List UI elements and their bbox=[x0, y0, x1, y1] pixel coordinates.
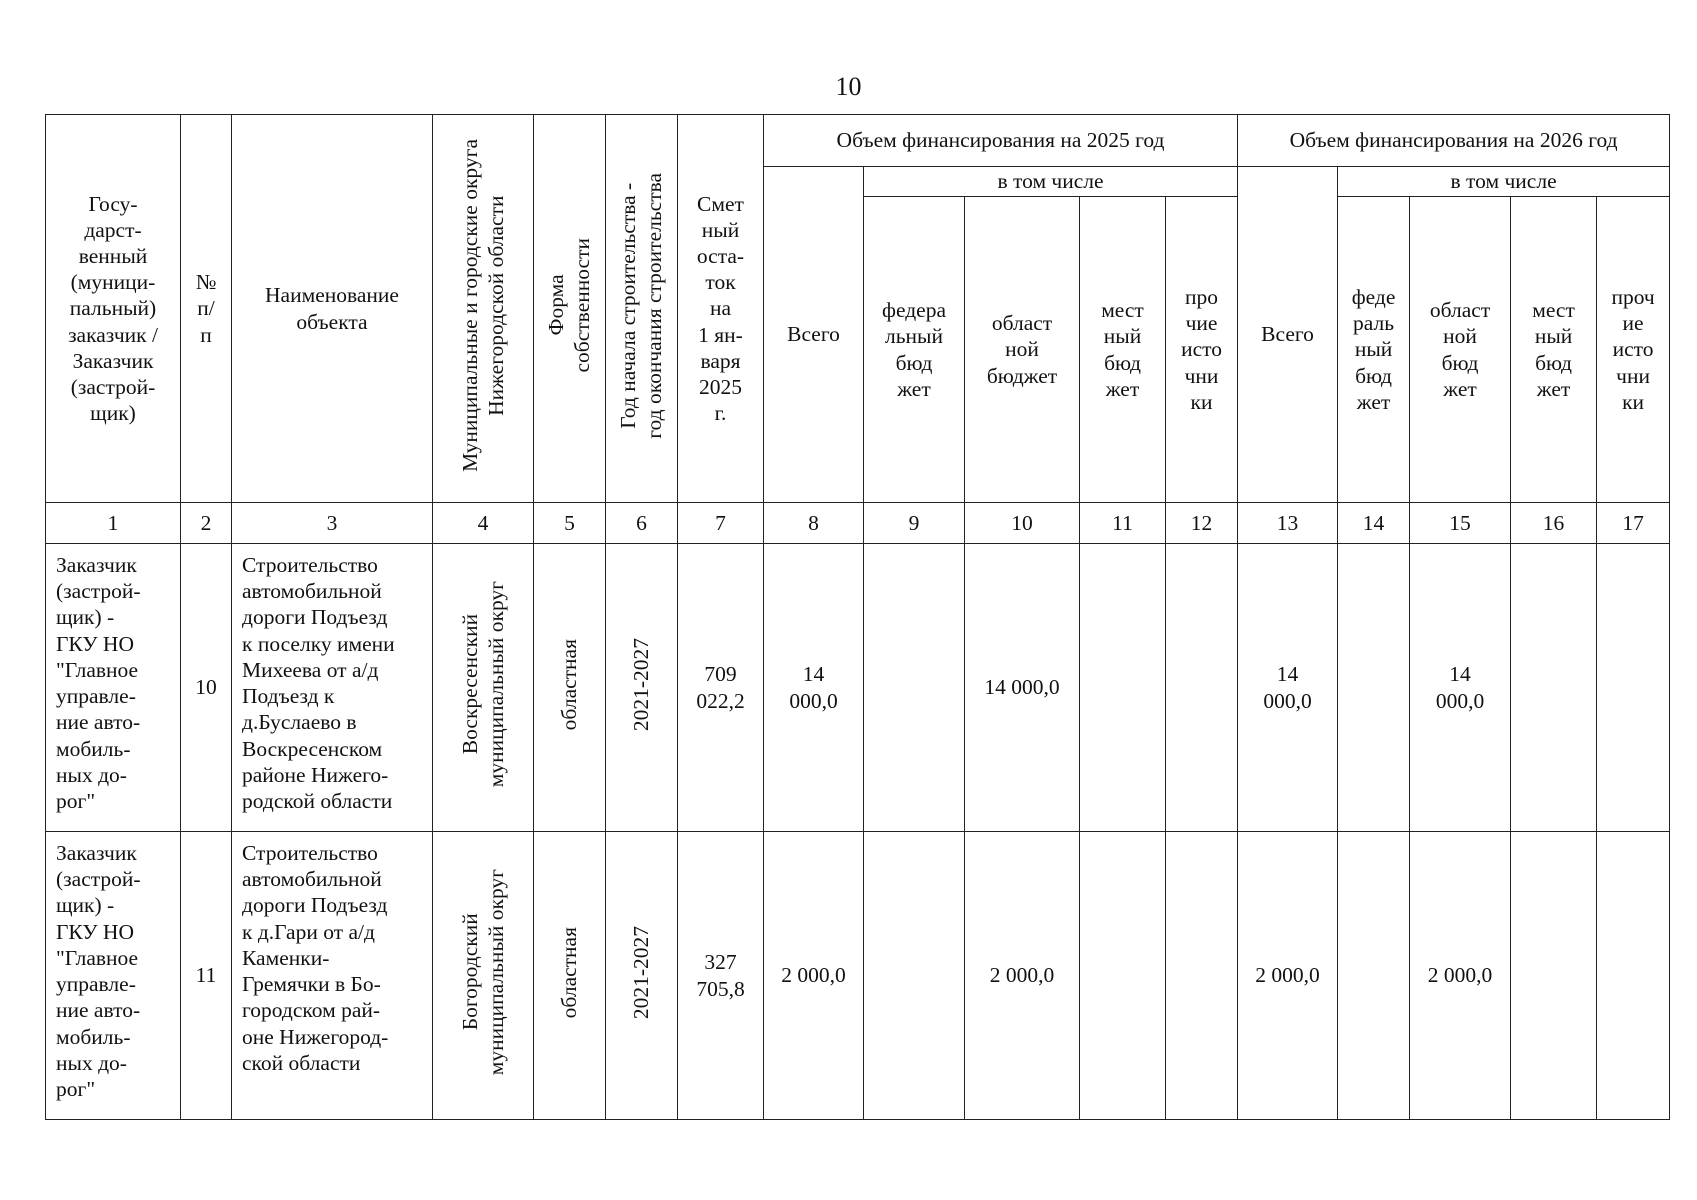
cell-total-2025: 2 000,0 bbox=[764, 832, 864, 1120]
header-estimated-remainder: Смет ный оста- ток на 1 ян- варя 2025 г. bbox=[678, 115, 764, 503]
cell-district: Воскресенский муниципальный округ bbox=[433, 544, 534, 832]
column-number: 16 bbox=[1511, 503, 1597, 544]
column-number-row bbox=[46, 503, 1670, 544]
cell-years: 2021-2027 bbox=[606, 832, 678, 1120]
cell-local-2026 bbox=[1511, 544, 1597, 832]
header-including-2026: в том числе bbox=[1338, 167, 1670, 197]
column-number: 6 bbox=[606, 503, 678, 544]
cell-regional-2026: 2 000,0 bbox=[1410, 832, 1511, 1120]
cell-object-name: Строительство автомобильной дороги Подъезд к поселку имени Михеева от а/д Подъезд к д.Буслаево в Воскресенском районе Нижего- родской области bbox=[232, 544, 433, 832]
page-number: 10 bbox=[835, 72, 862, 101]
cell-other-2025 bbox=[1166, 832, 1238, 1120]
cell-federal-2025 bbox=[864, 544, 965, 832]
header-including-2025: в том числе bbox=[864, 167, 1238, 197]
column-number: 5 bbox=[534, 503, 606, 544]
header-group-2026: Объем финансирования на 2026 год bbox=[1238, 115, 1670, 167]
header-districts: Муниципальные и городские округа Нижегородской области bbox=[433, 115, 534, 503]
header-total-2025: Всего bbox=[764, 167, 864, 503]
cell-customer: Заказчик (застрой- щик) - ГКУ НО "Главное управле- ние авто- мобиль- ных до- рог" bbox=[46, 544, 181, 832]
header-other-2025: про чие исто чни ки bbox=[1166, 197, 1238, 503]
cell-local-2025 bbox=[1080, 544, 1166, 832]
cell-total-2026: 14 000,0 bbox=[1238, 544, 1338, 832]
header-customer: Госу- дарст- венный (муници- пальный) заказчик / Заказчик (застрой- щик) bbox=[46, 115, 181, 503]
column-number: 8 bbox=[764, 503, 864, 544]
column-number: 13 bbox=[1238, 503, 1338, 544]
column-number: 14 bbox=[1338, 503, 1410, 544]
column-number: 4 bbox=[433, 503, 534, 544]
cell-district: Богородский муниципальный округ bbox=[433, 832, 534, 1120]
column-number: 1 bbox=[46, 503, 181, 544]
cell-total-2026: 2 000,0 bbox=[1238, 832, 1338, 1120]
header-object-name: Наименование объекта bbox=[232, 115, 433, 503]
cell-ownership: областная bbox=[534, 544, 606, 832]
cell-remainder: 327 705,8 bbox=[678, 832, 764, 1120]
cell-object-name: Строительство автомобильной дороги Подъезд к д.Гари от а/д Каменки- Гремячки в Бо- городском рай- оне Нижегород- ской области bbox=[232, 832, 433, 1120]
header-other-2026: проч ие исто чни ки bbox=[1597, 197, 1670, 503]
cell-ownership: областная bbox=[534, 832, 606, 1120]
cell-federal-2026 bbox=[1338, 544, 1410, 832]
cell-number: 11 bbox=[181, 832, 232, 1120]
header-local-2026: мест ный бюд жет bbox=[1511, 197, 1597, 503]
column-number: 9 bbox=[864, 503, 965, 544]
table-row bbox=[46, 544, 1670, 832]
header-federal-2026: феде раль ный бюд жет bbox=[1338, 197, 1410, 503]
financing-table bbox=[45, 114, 1670, 1120]
cell-regional-2025: 14 000,0 bbox=[965, 544, 1080, 832]
cell-federal-2026 bbox=[1338, 832, 1410, 1120]
cell-federal-2025 bbox=[864, 832, 965, 1120]
cell-years: 2021-2027 bbox=[606, 544, 678, 832]
column-number: 2 bbox=[181, 503, 232, 544]
cell-total-2025: 14 000,0 bbox=[764, 544, 864, 832]
column-number: 11 bbox=[1080, 503, 1166, 544]
column-number: 15 bbox=[1410, 503, 1511, 544]
column-number: 17 bbox=[1597, 503, 1670, 544]
header-regional-2025: област ной бюджет bbox=[965, 197, 1080, 503]
cell-regional-2025: 2 000,0 bbox=[965, 832, 1080, 1120]
cell-local-2025 bbox=[1080, 832, 1166, 1120]
table-row bbox=[46, 832, 1670, 1120]
header-years: Год начала строительства - год окончания строительства bbox=[606, 115, 678, 503]
header-total-2026: Всего bbox=[1238, 167, 1338, 503]
header-local-2025: мест ный бюд жет bbox=[1080, 197, 1166, 503]
column-number: 10 bbox=[965, 503, 1080, 544]
cell-customer: Заказчик (застрой- щик) - ГКУ НО "Главное управле- ние авто- мобиль- ных до- рог" bbox=[46, 832, 181, 1120]
cell-number: 10 bbox=[181, 544, 232, 832]
cell-local-2026 bbox=[1511, 832, 1597, 1120]
header-number: № п/ п bbox=[181, 115, 232, 503]
column-number: 3 bbox=[232, 503, 433, 544]
cell-other-2026 bbox=[1597, 544, 1670, 832]
header-federal-2025: федера льный бюд жет bbox=[864, 197, 965, 503]
cell-regional-2026: 14 000,0 bbox=[1410, 544, 1511, 832]
cell-remainder: 709 022,2 bbox=[678, 544, 764, 832]
cell-other-2026 bbox=[1597, 832, 1670, 1120]
header-regional-2026: област ной бюд жет bbox=[1410, 197, 1511, 503]
column-number: 12 bbox=[1166, 503, 1238, 544]
column-number: 7 bbox=[678, 503, 764, 544]
header-group-2025: Объем финансирования на 2025 год bbox=[764, 115, 1238, 167]
header-ownership: Форма собственности bbox=[534, 115, 606, 503]
cell-other-2025 bbox=[1166, 544, 1238, 832]
